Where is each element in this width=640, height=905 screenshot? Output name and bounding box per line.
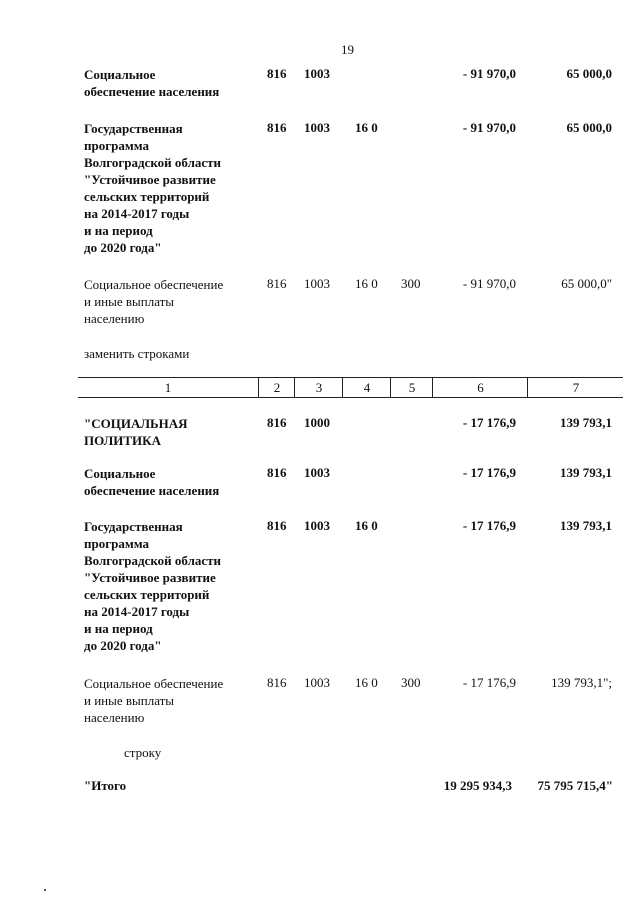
header-bottom-border (78, 397, 623, 398)
row-name: Социальное обеспечение населения (84, 466, 220, 498)
cell-col2: 816 (267, 465, 287, 480)
cell-col3: 1003 (304, 66, 330, 81)
header-cell-5: 5 (390, 378, 433, 397)
cell-col4: 16 0 (355, 276, 378, 291)
cell-col2: 816 (267, 120, 287, 135)
cell-col3: 1003 (304, 675, 330, 690)
cell-col5: 300 (401, 675, 421, 690)
row-instruction: строку (124, 745, 162, 760)
header-cell-6: 6 (432, 378, 528, 397)
header-cell-4: 4 (342, 378, 391, 397)
cell-col3: 1003 (304, 120, 330, 135)
total-col7: 75 795 715,4" (537, 778, 613, 793)
total-label: "Итого (84, 778, 127, 793)
header-cell-3: 3 (294, 378, 343, 397)
row-name: "СОЦИАЛЬНАЯ ПОЛИТИКА (84, 416, 188, 448)
cell-col3: 1000 (304, 415, 330, 430)
cell-col6: - 17 176,9 (462, 465, 516, 480)
row-name: Социальное обеспечение населения (84, 67, 220, 99)
header-cell-1: 1 (164, 380, 172, 395)
cell-col7: 139 793,1 (560, 518, 612, 533)
header-cell-2: 2 (258, 378, 295, 397)
cell-col6: - 17 176,9 (462, 675, 516, 690)
cell-col4: 16 0 (355, 518, 378, 533)
cell-col7: 65 000,0 (566, 66, 612, 81)
cell-col2: 816 (267, 675, 287, 690)
cell-col2: 816 (267, 415, 287, 430)
header-cell-7: 7 (527, 378, 624, 397)
row-name: Государственная программа Волгоградской области "Устойчивое развитие сельских территорий на 2014-2017 годы и на период до 2020 года" (84, 121, 222, 255)
scan-speck (44, 889, 46, 891)
cell-col7: 65 000,0" (561, 276, 612, 291)
cell-col3: 1003 (304, 518, 330, 533)
cell-col6: - 91 970,0 (462, 120, 516, 135)
cell-col7: 139 793,1 (560, 415, 612, 430)
cell-col4: 16 0 (355, 675, 378, 690)
cell-col7: 139 793,1 (560, 465, 612, 480)
cell-col6: - 17 176,9 (462, 415, 516, 430)
total-col6: 19 295 934,3 (443, 778, 512, 793)
cell-col2: 816 (267, 518, 287, 533)
cell-col6: - 17 176,9 (462, 518, 516, 533)
cell-col6: - 91 970,0 (462, 66, 516, 81)
replace-instruction: заменить строками (84, 346, 190, 361)
cell-col5: 300 (401, 276, 421, 291)
cell-col2: 816 (267, 276, 287, 291)
cell-col6: - 91 970,0 (462, 276, 516, 291)
cell-col4: 16 0 (355, 120, 378, 135)
page-number: 19 (341, 42, 354, 57)
cell-col7: 65 000,0 (566, 120, 612, 135)
cell-col3: 1003 (304, 465, 330, 480)
cell-col7: 139 793,1"; (551, 675, 612, 690)
cell-col2: 816 (267, 66, 287, 81)
row-name: Социальное обеспечение и иные выплаты населению (84, 277, 224, 326)
row-name: Социальное обеспечение и иные выплаты населению (84, 676, 224, 725)
row-name: Государственная программа Волгоградской области "Устойчивое развитие сельских территорий на 2014-2017 годы и на период до 2020 года" (84, 519, 222, 653)
cell-col3: 1003 (304, 276, 330, 291)
